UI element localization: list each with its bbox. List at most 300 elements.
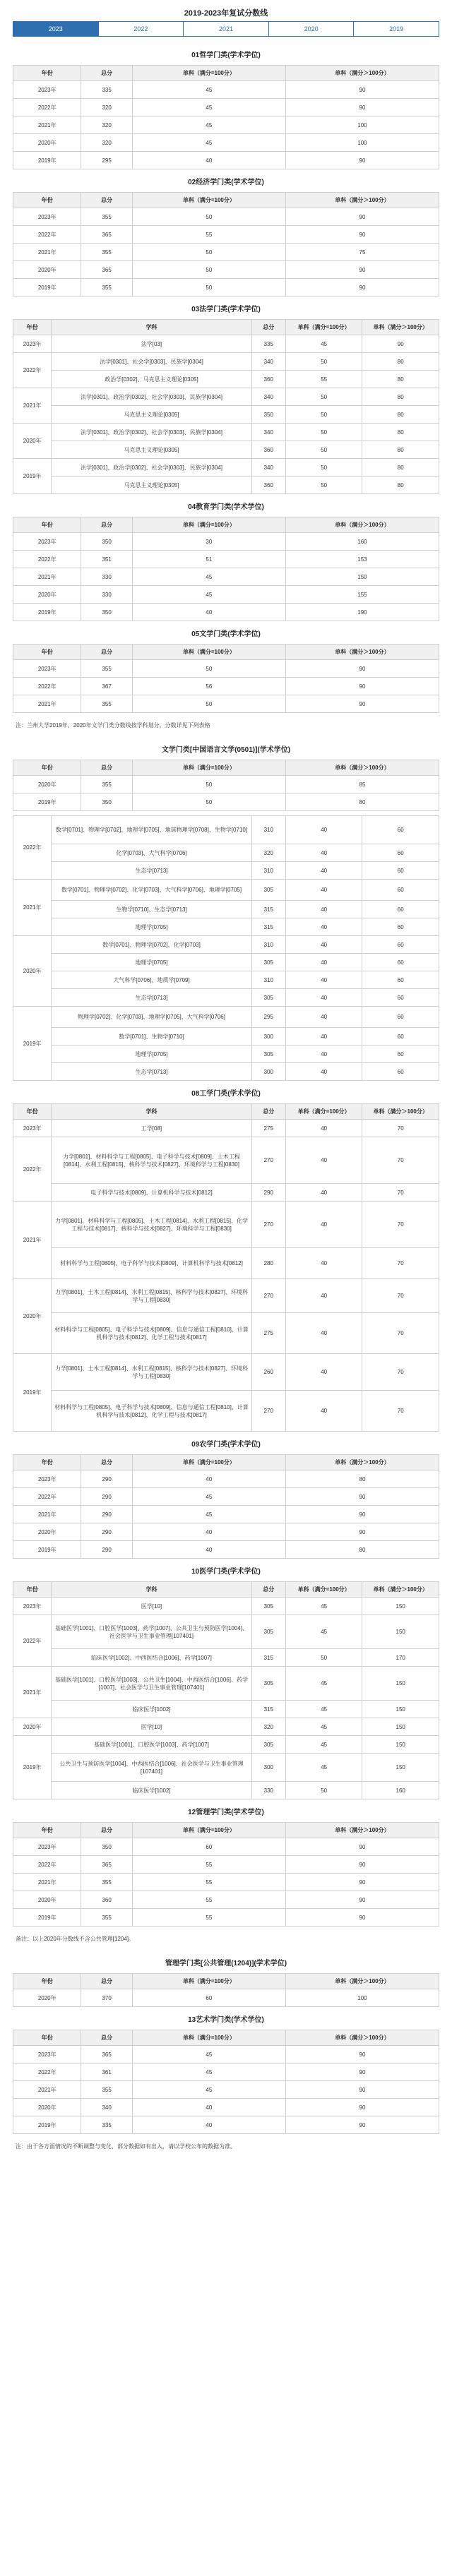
cell: 75	[285, 244, 439, 261]
cell: 70	[362, 1202, 439, 1248]
col-single-150: 单科（满分＞100分）	[285, 1974, 439, 1989]
table-row	[13, 2099, 439, 2116]
cell: 55	[132, 1891, 285, 1909]
cell: 45	[132, 568, 285, 586]
cell: 45	[132, 116, 285, 134]
cell: 法学[0301]、政治学[0302]、社会学[0303]、民族学[0304]	[52, 424, 251, 441]
cell: 150	[362, 1615, 439, 1649]
table-row	[13, 1782, 439, 1799]
cell: 工学[08]	[52, 1120, 251, 1137]
tab-2023[interactable]: 2023	[13, 22, 99, 36]
cell: 80	[285, 793, 439, 811]
col-total: 总分	[81, 517, 132, 533]
cell: 260	[251, 1354, 285, 1391]
year-tabs	[13, 21, 439, 37]
cell: 2023年	[13, 2046, 81, 2063]
cell: 临床医学[1002]	[52, 1701, 251, 1718]
cell: 50	[285, 424, 362, 441]
table-row	[13, 1701, 439, 1718]
cell: 45	[285, 1701, 362, 1718]
cell: 40	[285, 1137, 362, 1184]
col-total: 总分	[81, 760, 132, 776]
cell: 90	[285, 2116, 439, 2134]
cell: 2023年	[13, 1838, 81, 1856]
cell: 51	[132, 551, 285, 568]
cell: 150	[362, 1598, 439, 1615]
cell: 365	[81, 2046, 132, 2063]
col-year: 年份	[13, 1455, 81, 1470]
cell: 60	[132, 1838, 285, 1856]
cell: 335	[81, 81, 132, 99]
cell: 40	[285, 936, 362, 954]
cell: 马克思主义理论[0305]	[52, 441, 251, 459]
col-single-100: 单科（满分=100分）	[132, 760, 285, 776]
table-row	[13, 1313, 439, 1354]
table-row	[13, 1615, 439, 1649]
cell: 320	[251, 1718, 285, 1736]
cell: 2020年	[13, 2099, 81, 2116]
col-single-100: 单科（满分=100分）	[285, 1582, 362, 1598]
cell: 310	[251, 971, 285, 989]
cell: 45	[285, 1736, 362, 1754]
cell: 数学[0701]、物理学[0702]、化学[0703]、大气科学[0706]、地理学[0705]	[52, 880, 251, 901]
table-row	[13, 116, 439, 134]
col-single-100: 单科（满分=100分）	[132, 66, 285, 81]
cell: 地理学[0705]	[52, 1046, 251, 1063]
col-single-150: 单科（满分＞100分）	[285, 66, 439, 81]
cell: 315	[251, 1701, 285, 1718]
col-single-150: 单科（满分＞100分）	[285, 760, 439, 776]
table-row	[13, 901, 439, 918]
table-row	[13, 1838, 439, 1856]
note-12: 备注：以上2020年分数线不含公共管理[1204]。	[16, 1936, 135, 1942]
cell: 马克思主义理论[0305]	[52, 406, 251, 424]
cell: 50	[132, 244, 285, 261]
section-title-12: 12管理学门类(学术学位)	[188, 1809, 264, 1816]
cell: 地理学[0705]	[52, 954, 251, 971]
tab-2019[interactable]: 2019	[389, 25, 404, 32]
col-single-150: 单科（满分＞100分）	[285, 1823, 439, 1838]
table-row	[13, 2046, 439, 2063]
cell: 2023年	[13, 533, 81, 551]
tab-2021[interactable]: 2021	[184, 22, 269, 36]
cell: 340	[251, 353, 285, 371]
table-row	[13, 1354, 439, 1391]
cell: 40	[285, 1248, 362, 1279]
col-total: 总分	[81, 2030, 132, 2046]
col-year: 年份	[13, 517, 81, 533]
cell: 2019年	[13, 279, 81, 296]
tab-2020[interactable]: 2020	[269, 22, 355, 36]
cell: 350	[81, 604, 132, 621]
cell: 320	[81, 116, 132, 134]
table-row	[13, 816, 439, 844]
cell: 基础医学[1001]、口腔医学[1003]、药学[1007]	[52, 1736, 251, 1754]
cell: 2022年	[13, 226, 81, 244]
cell: 2019年	[13, 793, 81, 811]
score-table-10	[13, 1581, 439, 1799]
cell: 2022年	[13, 99, 81, 116]
table-row	[13, 586, 439, 604]
score-table-02	[13, 192, 439, 296]
cell: 医学[10]	[52, 1718, 251, 1736]
cell: 2023年	[13, 335, 52, 353]
table-row	[13, 335, 439, 353]
cell: 2022年	[13, 1615, 52, 1667]
cell: 医学[10]	[52, 1598, 251, 1615]
cell: 290	[81, 1541, 132, 1559]
cell: 55	[132, 1874, 285, 1891]
cell: 45	[285, 1615, 362, 1649]
cell: 300	[251, 1063, 285, 1081]
table-row	[13, 862, 439, 880]
cell: 50	[132, 208, 285, 226]
cell: 2021年	[13, 244, 81, 261]
cell: 275	[251, 1120, 285, 1137]
cell: 40	[132, 2099, 285, 2116]
cell: 2021年	[13, 1202, 52, 1279]
col-year: 年份	[13, 760, 81, 776]
cell: 40	[285, 918, 362, 936]
cell: 90	[285, 226, 439, 244]
cell: 100	[285, 134, 439, 152]
cell: 50	[132, 261, 285, 279]
cell: 40	[132, 1470, 285, 1488]
cell: 大气科学[0706]、地质学[0709]	[52, 971, 251, 989]
cell: 270	[251, 1137, 285, 1184]
cell: 100	[285, 1989, 439, 2007]
cell: 355	[81, 1874, 132, 1891]
score-table-1204	[13, 1973, 439, 2007]
cell: 60	[362, 901, 439, 918]
col-subject: 学科	[52, 1582, 251, 1598]
cell: 160	[285, 533, 439, 551]
col-subject: 学科	[52, 320, 251, 335]
table-row	[13, 695, 439, 713]
cell: 370	[81, 1989, 132, 2007]
score-table-04	[13, 517, 439, 621]
table-row	[13, 1120, 439, 1137]
col-single-150: 单科（满分＞100分）	[362, 1104, 439, 1120]
table-row	[13, 568, 439, 586]
cell: 300	[251, 1754, 285, 1782]
col-year: 年份	[13, 2030, 81, 2046]
cell: 80	[285, 1470, 439, 1488]
col-year: 年份	[13, 1104, 52, 1120]
cell: 340	[81, 2099, 132, 2116]
table-row	[13, 261, 439, 279]
cell: 55	[132, 1856, 285, 1874]
cell: 40	[285, 901, 362, 918]
cell: 56	[132, 678, 285, 695]
cell: 80	[285, 1541, 439, 1559]
col-single-100: 单科（满分=100分）	[132, 193, 285, 208]
table-row	[13, 1007, 439, 1028]
cell: 70	[362, 1313, 439, 1354]
section-title-0501: 文学门类[中国语言文学(0501)](学术学位)	[161, 746, 291, 754]
col-total: 总分	[251, 1582, 285, 1598]
cell: 80	[362, 388, 439, 406]
cell: 45	[285, 335, 362, 353]
cell: 2021年	[13, 880, 52, 936]
cell: 290	[251, 1184, 285, 1202]
col-total: 总分	[81, 645, 132, 660]
cell: 45	[285, 1718, 362, 1736]
col-single-100: 单科（满分=100分）	[132, 1974, 285, 1989]
cell: 90	[285, 2046, 439, 2063]
col-total: 总分	[81, 1455, 132, 1470]
table-row	[13, 533, 439, 551]
cell: 2020年	[13, 134, 81, 152]
cell: 361	[81, 2063, 132, 2081]
cell: 2023年	[13, 1470, 81, 1488]
tab-2022[interactable]: 2022	[99, 22, 184, 36]
col-year: 年份	[13, 645, 81, 660]
table-row	[13, 880, 439, 901]
cell: 40	[285, 1063, 362, 1081]
cell: 80	[362, 441, 439, 459]
table-row	[13, 134, 439, 152]
cell: 50	[132, 279, 285, 296]
col-year: 年份	[13, 1823, 81, 1838]
cell: 305	[251, 1046, 285, 1063]
cell: 45	[132, 81, 285, 99]
table-row	[13, 226, 439, 244]
table-row	[13, 844, 439, 862]
cell: 45	[132, 2046, 285, 2063]
cell: 2023年	[13, 1120, 52, 1137]
cell: 45	[132, 586, 285, 604]
cell: 60	[362, 1063, 439, 1081]
cell: 50	[285, 477, 362, 494]
cell: 生态学[0713]	[52, 862, 251, 880]
cell: 2019年	[13, 1736, 52, 1799]
table-row	[13, 99, 439, 116]
cell: 60	[362, 971, 439, 989]
col-year: 年份	[13, 1974, 81, 1989]
cell: 2019年	[13, 1541, 81, 1559]
cell: 2021年	[13, 1667, 52, 1718]
cell: 数学[0701]、物理学[0702]、化学[0703]	[52, 936, 251, 954]
cell: 90	[285, 2063, 439, 2081]
table-row	[13, 1736, 439, 1754]
cell: 2021年	[13, 2081, 81, 2099]
cell: 351	[81, 551, 132, 568]
cell: 355	[81, 244, 132, 261]
col-single-150: 单科（满分＞100分）	[285, 645, 439, 660]
table-row	[13, 1874, 439, 1891]
cell: 45	[132, 2081, 285, 2099]
cell: 60	[362, 1028, 439, 1046]
cell: 数学[0701]、物理学[0702]、地理学[0705]、地球物理学[0708]、生物学[0710]	[52, 816, 251, 844]
table-row	[13, 388, 439, 406]
cell: 2021年	[13, 568, 81, 586]
cell: 基础医学[1001]、口腔医学[1003]、药学[1007]、公共卫生与预防医学[1004]、社会医学与卫生事业管理[107401]	[52, 1615, 251, 1649]
cell: 50	[285, 388, 362, 406]
section-title-10: 10医学门类(学术学位)	[191, 1568, 261, 1576]
table-row	[13, 954, 439, 971]
col-subject: 学科	[52, 1104, 251, 1120]
table-row	[13, 1718, 439, 1736]
cell: 100	[285, 116, 439, 134]
cell: 50	[132, 793, 285, 811]
cell: 法学[03]	[52, 335, 251, 353]
cell: 155	[285, 586, 439, 604]
cell: 90	[285, 1909, 439, 1927]
cell: 2019年	[13, 1909, 81, 1927]
cell: 320	[81, 99, 132, 116]
cell: 临床医学[1002]、中西医结合[1006]、药学[1007]	[52, 1649, 251, 1667]
cell: 2022年	[13, 2063, 81, 2081]
table-row	[13, 353, 439, 371]
cell: 地理学[0705]	[52, 918, 251, 936]
table-row	[13, 1279, 439, 1313]
table-row	[13, 1989, 439, 2007]
cell: 270	[251, 1279, 285, 1313]
col-single-100: 单科（满分=100分）	[132, 1455, 285, 1470]
cell: 法学[0301]、政治学[0302]、社会学[0303]、民族学[0304]	[52, 388, 251, 406]
table-row	[13, 406, 439, 424]
cell: 40	[285, 844, 362, 862]
col-single-100: 单科（满分=100分）	[285, 320, 362, 335]
cell: 90	[285, 81, 439, 99]
cell: 305	[251, 1667, 285, 1701]
score-table-09	[13, 1454, 439, 1559]
cell: 190	[285, 604, 439, 621]
cell: 2020年	[13, 1279, 52, 1354]
cell: 70	[362, 1184, 439, 1202]
cell: 50	[132, 776, 285, 793]
cell: 2021年	[13, 1874, 81, 1891]
col-total: 总分	[251, 320, 285, 335]
cell: 2019年	[13, 2116, 81, 2134]
cell: 90	[285, 1856, 439, 1874]
cell: 60	[362, 936, 439, 954]
cell: 2022年	[13, 1137, 52, 1202]
cell: 70	[362, 1120, 439, 1137]
cell: 90	[285, 208, 439, 226]
cell: 50	[132, 695, 285, 713]
cell: 50	[132, 660, 285, 678]
cell: 90	[285, 261, 439, 279]
cell: 40	[285, 971, 362, 989]
cell: 2022年	[13, 353, 52, 388]
cell: 340	[251, 459, 285, 477]
section-title-03: 03法学门类(学术学位)	[191, 306, 261, 313]
cell: 90	[285, 99, 439, 116]
table-row	[13, 2063, 439, 2081]
cell: 40	[285, 1202, 362, 1248]
cell: 2022年	[13, 551, 81, 568]
cell: 355	[81, 776, 132, 793]
col-single-150: 单科（满分＞100分）	[362, 1582, 439, 1598]
page-title: 2019-2023年复试分数线	[184, 9, 268, 18]
table-row	[13, 279, 439, 296]
cell: 生态学[0713]	[52, 1063, 251, 1081]
table-row	[13, 1470, 439, 1488]
cell: 290	[81, 1488, 132, 1506]
cell: 45	[285, 1754, 362, 1782]
cell: 材料科学与工程[0805]、电子科学与技术[0809]、信息与通信工程[0810]、计算机科学与技术[0812]、化学工程与技术[0817]	[52, 1391, 251, 1432]
cell: 60	[362, 880, 439, 901]
cell: 40	[132, 152, 285, 169]
cell: 70	[362, 1279, 439, 1313]
cell: 70	[362, 1137, 439, 1184]
cell: 310	[251, 816, 285, 844]
cell: 60	[362, 1046, 439, 1063]
table-row	[13, 776, 439, 793]
cell: 360	[81, 1891, 132, 1909]
cell: 90	[285, 279, 439, 296]
cell: 力学[0801]、土木工程[0814]、水利工程[0815]、核科学与技术[0827]、环境科学与工程[0830]	[52, 1279, 251, 1313]
cell: 305	[251, 989, 285, 1007]
cell: 355	[81, 2081, 132, 2099]
table-row	[13, 1598, 439, 1615]
cell: 290	[81, 1506, 132, 1523]
section-title-01: 01哲学门类(学术学位)	[191, 52, 261, 59]
cell: 40	[285, 816, 362, 844]
cell: 90	[285, 2081, 439, 2099]
col-single-100: 单科（满分=100分）	[285, 1104, 362, 1120]
cell: 2020年	[13, 1891, 81, 1909]
cell: 化学[0703]、大气科学[0706]	[52, 844, 251, 862]
table-row	[13, 459, 439, 477]
table-row	[13, 1754, 439, 1782]
table-row	[13, 971, 439, 989]
col-year: 年份	[13, 320, 52, 335]
cell: 50	[285, 459, 362, 477]
section-title-04: 04教育学门类(学术学位)	[188, 503, 264, 511]
cell: 40	[285, 1120, 362, 1137]
cell: 马克思主义理论[0305]	[52, 477, 251, 494]
cell: 350	[81, 793, 132, 811]
cell: 力学[0801]、材料科学与工程[0805]、电子科学与技术[0809]、土木工程[0814]、水利工程[0815]、核科学与技术[0827]、环境科学与工程[0830]	[52, 1137, 251, 1184]
note-05: 注：兰州大学2019年、2020年文学门类分数线按学科划分，分数详见下列表格	[16, 722, 210, 729]
cell: 45	[132, 2063, 285, 2081]
cell: 80	[362, 477, 439, 494]
table-row	[13, 1909, 439, 1927]
cell: 力学[0801]、材料科学与工程[0805]、土木工程[0814]、水利工程[0815]、化学工程与技术[0817]、核科学与技术[0827]、环境科学与工程[0830]	[52, 1202, 251, 1248]
score-table-13	[13, 2030, 439, 2134]
table-row	[13, 1202, 439, 1248]
cell: 295	[251, 1007, 285, 1028]
cell: 335	[81, 2116, 132, 2134]
table-row	[13, 989, 439, 1007]
cell: 2021年	[13, 1506, 81, 1523]
section-title-02: 02经济学门类(学术学位)	[188, 179, 264, 186]
cell: 40	[285, 1184, 362, 1202]
cell: 40	[285, 1313, 362, 1354]
table-row	[13, 551, 439, 568]
cell: 2023年	[13, 1598, 52, 1615]
table-row	[13, 2116, 439, 2134]
cell: 150	[362, 1754, 439, 1782]
cell: 320	[81, 134, 132, 152]
cell: 55	[132, 1909, 285, 1927]
cell: 90	[285, 660, 439, 678]
cell: 2021年	[13, 388, 52, 424]
cell: 90	[285, 2099, 439, 2116]
cell: 2020年	[13, 424, 52, 459]
section-title-13: 13艺术学门类(学术学位)	[188, 2016, 264, 2024]
col-single-100: 单科（满分=100分）	[132, 2030, 285, 2046]
table-row	[13, 1063, 439, 1081]
cell: 360	[251, 371, 285, 388]
cell: 80	[362, 424, 439, 441]
cell: 295	[81, 152, 132, 169]
cell: 340	[251, 424, 285, 441]
table-row	[13, 936, 439, 954]
